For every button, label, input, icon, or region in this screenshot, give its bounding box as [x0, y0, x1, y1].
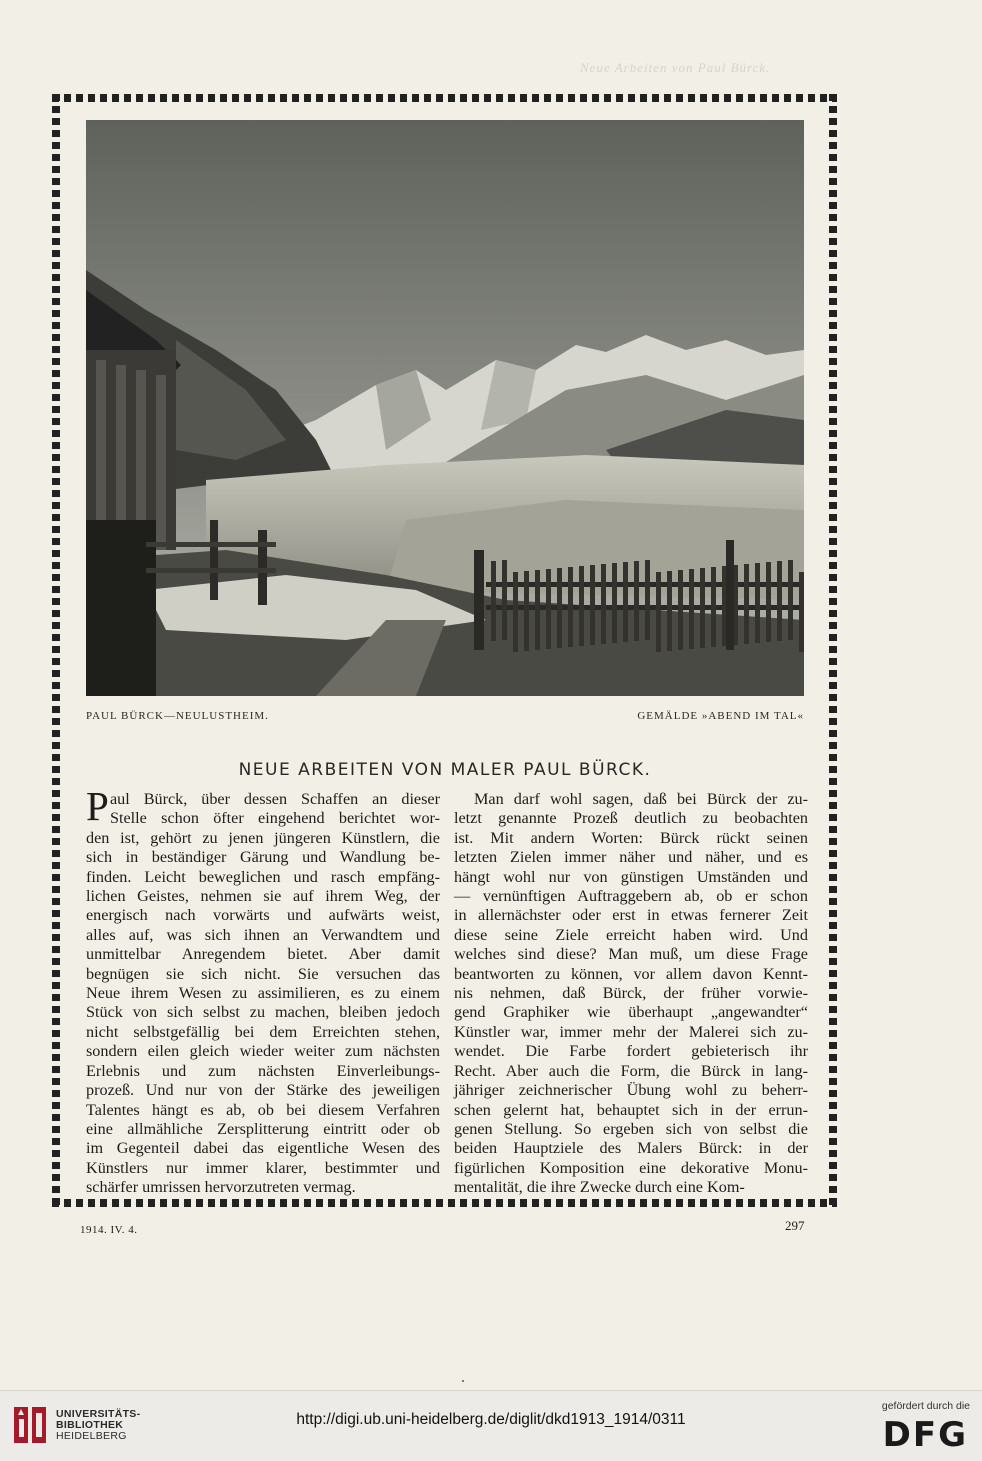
text-line: figürlichen Komposition eine dekorative Monu- [454, 1158, 808, 1177]
text-line: wendet. Die Farbe fordert gebieterisch ihr [454, 1042, 808, 1061]
frame-bottom-border [52, 1199, 837, 1207]
text-line: mentalität, die ihre Zwecke durch eine Kom- [454, 1178, 745, 1197]
source-url-link[interactable]: http://digi.ub.uni-heidelberg.de/diglit/dkd1913_1914/0311 [296, 1411, 686, 1428]
article-title: NEUE ARBEITEN VON MALER PAUL BÜRCK. [238, 760, 652, 780]
fence-picket [546, 569, 551, 649]
fence-picket [755, 563, 760, 643]
text-line: im Gegenteil dabei das eigentliche Wesen des [86, 1139, 440, 1158]
text-line: prozeß. Und nur von der Stärke des jeweiligen [86, 1081, 440, 1100]
fence-picket [623, 562, 628, 642]
frame-left-border [52, 94, 60, 1207]
caption-artist: PAUL BÜRCK—NEULUSTHEIM. [86, 710, 269, 722]
text-line: aul Bürck, über dessen Schaffen an dieser [110, 790, 440, 808]
text-line: den ist, gehört zu jenen jüngeren Künstlern, die [86, 828, 440, 847]
fence-picket [678, 570, 683, 650]
text-line: letzten Zielen immer näher und näher, und es [454, 848, 808, 867]
page-number: 297 [785, 1218, 805, 1233]
text-line: Man darf wohl sagen, daß bei Bürck der zu- [474, 790, 808, 808]
text-line: in allernächster oder erst in etwas fernerer Zeit [454, 906, 808, 925]
fence-picket [502, 560, 507, 640]
fence-picket [700, 568, 705, 648]
fence-picket [711, 567, 716, 647]
dfg-logo: DFG [882, 1415, 968, 1455]
text-line: welches sind diese? Man muß, um diese Frage [454, 945, 808, 964]
text-line: genen Stellung. So ergeben sich von selbst die [454, 1119, 808, 1138]
fence-picket [689, 569, 694, 649]
caption-title: GEMÄLDE »ABEND IM TAL« [637, 710, 804, 722]
fence-picket [766, 562, 771, 642]
fence-picket [524, 571, 529, 651]
logo-line-2: BIBLIOTHEK [56, 1419, 124, 1431]
text-line: lichen Geistes, nehmen sie auf ihrem Weg, der [86, 887, 440, 906]
text-line: Erlebnis und zum nächsten Einverleibungs- [86, 1061, 440, 1080]
fence-picket [601, 564, 606, 644]
text-line: diese seine Ziele erreicht haben wird. Und [454, 925, 808, 944]
text-line: sich in beständiger Gärung und Wandlung be- [86, 848, 440, 867]
text-line: finden. Leicht beweglichen und rasch empfäng- [86, 867, 440, 886]
frame-top-border [52, 94, 837, 102]
running-head: Neue Arbeiten von Paul Bürck. [580, 60, 771, 75]
fence-picket [788, 560, 793, 640]
article-column-left [86, 783, 440, 1198]
text-line: schärfer umrissen hervorzutreten vermag. [86, 1178, 356, 1197]
text-line: ist. Mit andern Worten: Bürck rückt seinen [454, 828, 808, 847]
fence-picket [656, 572, 661, 652]
print-mark [462, 1380, 464, 1382]
fence-picket [579, 566, 584, 646]
fence-picket [535, 570, 540, 650]
fence-picket [645, 560, 650, 640]
fence-picket [513, 572, 518, 652]
fence-picket [590, 565, 595, 645]
text-line: Talentes hängt es ab, ob bei diesem Verfahren [86, 1100, 440, 1119]
text-line: beantworten zu können, vor allem davon Kennt- [454, 964, 808, 983]
fence-picket [491, 561, 496, 641]
fence-picket [557, 568, 562, 648]
text-line: jähriger zeichnerischer Übung wohl zu beherr- [454, 1081, 808, 1100]
dropcap: P [86, 783, 109, 829]
fence-picket [667, 571, 672, 651]
logo-line-3: HEIDELBERG [56, 1430, 127, 1442]
text-line: eine allmähliche Zersplitterung eintritt oder ob [86, 1119, 440, 1138]
text-line: Neue ihrem Wesen zu assimilieren, es zu einem [86, 984, 440, 1003]
text-line: Recht. Aber auch die Form, die Bürck in lang- [454, 1061, 808, 1080]
logo-line-1: UNIVERSITÄTS- [56, 1408, 141, 1420]
text-line: sondern eilen gleich wieder weiter zum nächsten [86, 1042, 440, 1061]
text-line: nis nehmen, daß Bürck, der früher vorwie- [454, 984, 808, 1003]
issue-number: 1914. IV. 4. [80, 1224, 138, 1236]
text-line: schen gelernt hat, behauptet sich in der errun- [454, 1100, 808, 1119]
fence-picket [612, 563, 617, 643]
article-column-right [454, 790, 808, 1198]
text-line: hängt wohl nur von günstigen Umständen und [454, 867, 808, 886]
text-line: Stück von sich selbst zu machen, bleiben jedoch [86, 1003, 440, 1022]
funded-by-label: gefördert durch die [881, 1400, 970, 1412]
text-line: unmittelbar Anregendem bietet. Aber damit [86, 945, 440, 964]
fence-picket [744, 564, 749, 644]
text-line: energisch nach vorwärts und aufwärts weist, [86, 906, 440, 925]
text-line: Künstlers nur immer klarer, bestimmter und [86, 1158, 440, 1177]
text-line: Künstler war, immer mehr der Malerei sich zu- [454, 1022, 808, 1041]
text-line: begnügen sie sich nicht. Sie versuchen das [86, 964, 440, 983]
text-line: letzt genannte Prozeß deutlich zu beobachten [454, 809, 808, 828]
painting-illustration [86, 120, 804, 696]
library-footer-bar [0, 1390, 982, 1461]
text-line: Stelle schon öfter eingehend berichtet wor- [110, 809, 440, 828]
text-line: beiden Hauptziele des Malers Bürck: in der [454, 1139, 808, 1158]
text-line: nicht selbstgefällig bei dem Erreichten stehen, [86, 1022, 440, 1041]
text-line: gend Graphiker wie überhaupt „angewandter“ [454, 1003, 808, 1022]
frame-right-border [829, 94, 837, 1207]
fence-picket [799, 572, 804, 652]
text-line: alles auf, was sich ihnen an Verwandtem und [86, 925, 440, 944]
text-line: — vernünftigen Auftraggebern ab, ob er schon [454, 887, 808, 906]
fence-picket [568, 567, 573, 647]
fence-picket [634, 561, 639, 641]
fence-picket [777, 561, 782, 641]
